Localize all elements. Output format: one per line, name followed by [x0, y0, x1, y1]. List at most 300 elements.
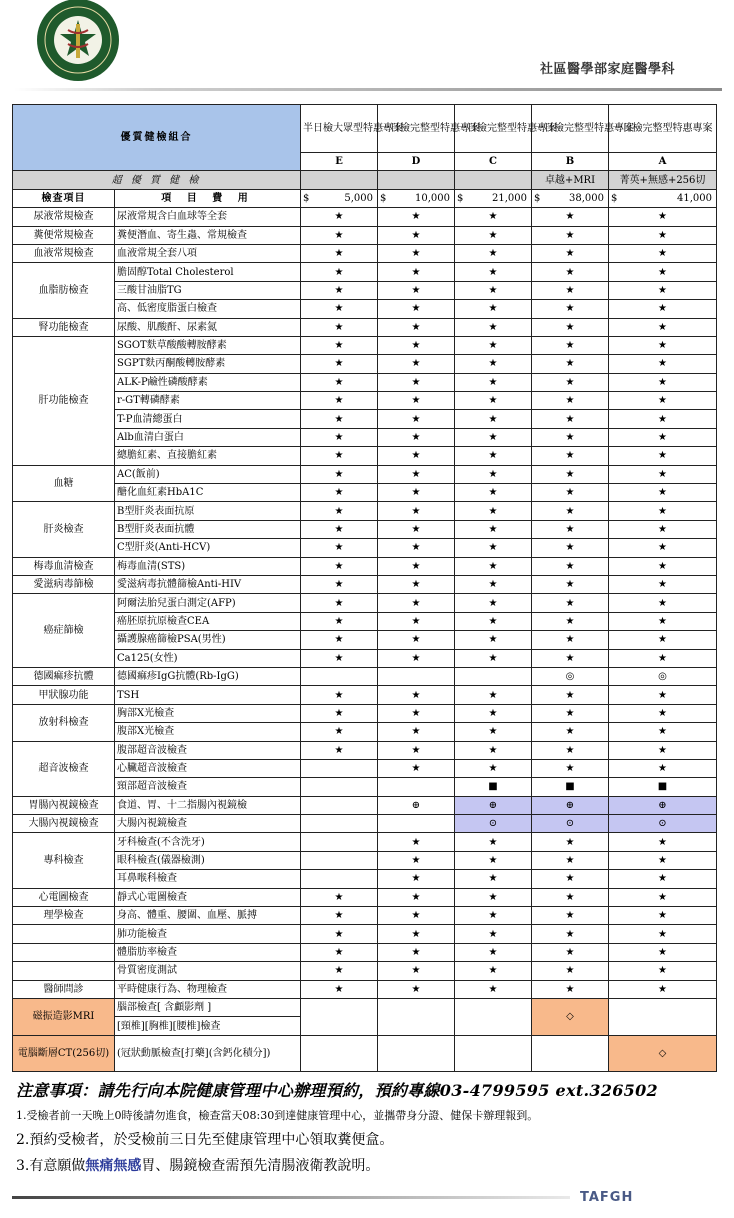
table-row — [13, 557, 717, 575]
item-cell: 糞便潛血、寄生蟲、常規檢查 — [115, 226, 301, 244]
ct-item: (冠狀動脈檢查[打藥](含鈣化積分]) — [115, 1035, 301, 1071]
mark-cell-a: ★ — [609, 907, 717, 925]
mark-cell-b: ★ — [532, 226, 609, 244]
mark-cell-a: ★ — [609, 557, 717, 575]
mark-cell-d: ★ — [378, 649, 455, 667]
mark-cell-a: ★ — [609, 980, 717, 998]
item-cell: 德國痲疹IgG抗體(Rb-IgG) — [115, 667, 301, 685]
mri-item-line-2: [頸椎][胸椎][腰椎]檢查 — [115, 1017, 301, 1035]
mark-cell-e: ★ — [301, 980, 378, 998]
item-cell: 平時健康行為、物理檢查 — [115, 980, 301, 998]
mark-cell-e — [301, 833, 378, 851]
mark-cell-b: ★ — [532, 943, 609, 961]
mark-cell-c: ★ — [455, 741, 532, 759]
mark-cell-b: ★ — [532, 263, 609, 281]
mri-mark-b: ◇ — [532, 998, 609, 1035]
table-row — [13, 888, 717, 906]
package-name-d: 一日檢完整型特惠專案 — [378, 105, 455, 153]
mark-cell-b: ★ — [532, 373, 609, 391]
table-row — [13, 612, 717, 630]
table-row — [13, 428, 717, 446]
category-cell: 糞便常規檢查 — [13, 226, 115, 244]
table-row — [13, 410, 717, 428]
mark-cell-a: ★ — [609, 281, 717, 299]
mark-cell-d: ★ — [378, 281, 455, 299]
mark-cell-e: ★ — [301, 484, 378, 502]
super-label: 超 優 質 健 檢 — [13, 171, 301, 189]
note-line-2: 2.預約受檢者，於受檢前三日先至健康管理中心領取糞便盒。 — [16, 1132, 394, 1148]
mark-cell-a: ★ — [609, 704, 717, 722]
category-cell: 血液常規檢查 — [13, 244, 115, 262]
table-row — [13, 686, 717, 704]
column-header-category: 檢查項目 — [13, 189, 115, 207]
item-cell: 總膽紅素、直接膽紅素 — [115, 447, 301, 465]
mark-cell-c: ★ — [455, 318, 532, 336]
notes-title: 注意事項：請先行向本院健康管理中心辦理預約，預約專線03-4799595 ext.326502 — [16, 1081, 658, 1100]
ct-mark-d — [378, 1035, 455, 1071]
mark-cell-a: ★ — [609, 428, 717, 446]
category-cell: 專科檢查 — [13, 833, 115, 888]
upgrade-a: 菁英+無感+256切 — [609, 171, 717, 189]
table-row — [13, 447, 717, 465]
mark-cell-d: ★ — [378, 484, 455, 502]
mark-cell-d: ★ — [378, 907, 455, 925]
mark-cell-a: ★ — [609, 575, 717, 593]
table-row — [13, 631, 717, 649]
item-cell: AC(飯前) — [115, 465, 301, 483]
mark-cell-c: ★ — [455, 833, 532, 851]
mark-cell-a: ★ — [609, 943, 717, 961]
mark-cell-a: ★ — [609, 870, 717, 888]
mark-cell-b: ★ — [532, 355, 609, 373]
mark-cell-e — [301, 667, 378, 685]
mark-cell-b: ★ — [532, 410, 609, 428]
mark-cell-e: ★ — [301, 557, 378, 575]
mark-cell-a: ★ — [609, 392, 717, 410]
mark-cell-b: ★ — [532, 594, 609, 612]
item-cell: 腹部X光檢查 — [115, 723, 301, 741]
mark-cell-a: ◎ — [609, 667, 717, 685]
mark-cell-b: ★ — [532, 300, 609, 318]
mark-cell-c: ★ — [455, 980, 532, 998]
mark-cell-d — [378, 815, 455, 833]
ct-row — [13, 1035, 717, 1071]
mark-cell-a: ★ — [609, 244, 717, 262]
item-cell: 尿酸、肌酸酐、尿素氮 — [115, 318, 301, 336]
mark-cell-a: ★ — [609, 502, 717, 520]
mark-cell-b: ★ — [532, 741, 609, 759]
mark-cell-d: ★ — [378, 373, 455, 391]
mri-mark-e — [301, 998, 378, 1035]
mark-cell-b: ⊙ — [532, 815, 609, 833]
item-cell: B型肝炎表面抗體 — [115, 520, 301, 538]
table-row — [13, 539, 717, 557]
price-a: $ 41,000 — [609, 189, 717, 207]
painless-highlight: 無痛無感 — [85, 1158, 142, 1174]
mark-cell-b: ★ — [532, 557, 609, 575]
mark-cell-c: ★ — [455, 281, 532, 299]
item-cell: ALK-P鹼性磷酸酵素 — [115, 373, 301, 391]
mark-cell-c: ★ — [455, 575, 532, 593]
item-cell: 癌胚原抗原檢查CEA — [115, 612, 301, 630]
mark-cell-b: ★ — [532, 502, 609, 520]
mark-cell-b: ★ — [532, 336, 609, 354]
item-cell: 頸部超音波檢查 — [115, 778, 301, 796]
mark-cell-c: ★ — [455, 300, 532, 318]
mark-cell-a: ★ — [609, 410, 717, 428]
item-cell: 醣化血紅素HbA1C — [115, 484, 301, 502]
table-row — [13, 851, 717, 869]
mri-item-line-1: 腦部檢查[ 含顱影劑 ] — [115, 998, 301, 1016]
mark-cell-a: ★ — [609, 300, 717, 318]
mark-cell-e: ★ — [301, 723, 378, 741]
mark-cell-b: ★ — [532, 447, 609, 465]
mark-cell-d: ★ — [378, 336, 455, 354]
mri-row — [13, 998, 717, 1016]
mark-cell-c — [455, 667, 532, 685]
category-cell: 血脂肪檢查 — [13, 263, 115, 318]
mark-cell-d: ★ — [378, 980, 455, 998]
category-cell: 血糖 — [13, 465, 115, 502]
mark-cell-d: ★ — [378, 428, 455, 446]
mark-cell-b: ★ — [532, 925, 609, 943]
mark-cell-e: ★ — [301, 649, 378, 667]
mark-cell-e: ★ — [301, 704, 378, 722]
mark-cell-e: ★ — [301, 244, 378, 262]
table-row — [13, 667, 717, 685]
package-code-b: B — [532, 153, 609, 171]
mark-cell-c: ★ — [455, 612, 532, 630]
mark-cell-b: ★ — [532, 465, 609, 483]
item-cell: 尿液常規含白血球等全套 — [115, 208, 301, 226]
table-row — [13, 815, 717, 833]
mark-cell-c: ⊙ — [455, 815, 532, 833]
mark-cell-a: ★ — [609, 759, 717, 777]
mark-cell-b: ★ — [532, 281, 609, 299]
table-row — [13, 594, 717, 612]
hospital-logo — [10, 0, 130, 84]
mark-cell-b: ★ — [532, 888, 609, 906]
item-cell: C型肝炎(Anti-HCV) — [115, 539, 301, 557]
mark-cell-c: ★ — [455, 520, 532, 538]
mark-cell-c: ★ — [455, 484, 532, 502]
mark-cell-a: ★ — [609, 318, 717, 336]
mark-cell-b: ★ — [532, 612, 609, 630]
mri-mark-a — [609, 998, 717, 1035]
package-code-d: D — [378, 153, 455, 171]
price-d: $ 10,000 — [378, 189, 455, 207]
mark-cell-c: ★ — [455, 355, 532, 373]
mark-cell-c: ★ — [455, 244, 532, 262]
mark-cell-a: ★ — [609, 612, 717, 630]
table-row — [13, 778, 717, 796]
table-row — [13, 870, 717, 888]
mark-cell-a: ★ — [609, 539, 717, 557]
table-row — [13, 208, 717, 226]
table-row — [13, 925, 717, 943]
mark-cell-d: ⊕ — [378, 796, 455, 814]
item-cell: T-P血清總蛋白 — [115, 410, 301, 428]
mark-cell-c: ★ — [455, 392, 532, 410]
mark-cell-d: ★ — [378, 318, 455, 336]
item-cell: 牙科檢查(不含洗牙) — [115, 833, 301, 851]
mark-cell-e: ★ — [301, 336, 378, 354]
mark-cell-b: ★ — [532, 907, 609, 925]
mark-cell-a: ★ — [609, 962, 717, 980]
mark-cell-d: ★ — [378, 502, 455, 520]
mark-cell-e — [301, 815, 378, 833]
table-row — [13, 244, 717, 262]
mark-cell-e: ★ — [301, 539, 378, 557]
table-row — [13, 300, 717, 318]
mark-cell-a: ★ — [609, 336, 717, 354]
mark-cell-e: ★ — [301, 300, 378, 318]
item-cell: 食道、胃、十二指腸內視鏡檢 — [115, 796, 301, 814]
mark-cell-b: ★ — [532, 870, 609, 888]
upgrade-e — [301, 171, 378, 189]
mark-cell-a: ★ — [609, 226, 717, 244]
table-row — [13, 281, 717, 299]
mark-cell-b: ★ — [532, 686, 609, 704]
mark-cell-c: ⊕ — [455, 796, 532, 814]
upgrade-d — [378, 171, 455, 189]
mark-cell-b: ★ — [532, 851, 609, 869]
mark-cell-a: ■ — [609, 778, 717, 796]
mark-cell-d: ★ — [378, 244, 455, 262]
item-cell: r-GT轉磷酵素 — [115, 392, 301, 410]
mark-cell-d: ★ — [378, 704, 455, 722]
mark-cell-d: ★ — [378, 557, 455, 575]
table-row — [13, 226, 717, 244]
column-header-item: 項 目 費 用 — [115, 189, 301, 207]
category-cell: 梅毒血清檢查 — [13, 557, 115, 575]
table-row — [13, 833, 717, 851]
mark-cell-d: ★ — [378, 594, 455, 612]
mark-cell-c: ★ — [455, 410, 532, 428]
mark-cell-d: ★ — [378, 392, 455, 410]
mark-cell-c: ★ — [455, 723, 532, 741]
mark-cell-e: ★ — [301, 943, 378, 961]
mark-cell-a: ★ — [609, 833, 717, 851]
table-row — [13, 465, 717, 483]
package-name-e: 半日檢大眾型特惠專案 — [301, 105, 378, 153]
footer-divider — [12, 1196, 570, 1199]
mark-cell-d: ★ — [378, 759, 455, 777]
mark-cell-c: ★ — [455, 502, 532, 520]
item-cell: 肺功能檢查 — [115, 925, 301, 943]
mark-cell-b: ◎ — [532, 667, 609, 685]
mark-cell-e — [301, 851, 378, 869]
mark-cell-e: ★ — [301, 612, 378, 630]
mark-cell-a: ★ — [609, 208, 717, 226]
mark-cell-d: ★ — [378, 447, 455, 465]
item-cell: 膽固醇Total Cholesterol — [115, 263, 301, 281]
mark-cell-e: ★ — [301, 410, 378, 428]
category-cell: 尿液常規檢查 — [13, 208, 115, 226]
item-cell: 攝護腺癌篩檢PSA(男性) — [115, 631, 301, 649]
mark-cell-d — [378, 667, 455, 685]
category-cell — [13, 962, 115, 980]
mark-cell-c: ■ — [455, 778, 532, 796]
table-row — [13, 704, 717, 722]
mark-cell-e: ★ — [301, 631, 378, 649]
mark-cell-a: ⊙ — [609, 815, 717, 833]
upgrade-b: 卓越+MRI — [532, 171, 609, 189]
mark-cell-c: ★ — [455, 943, 532, 961]
mark-cell-c: ★ — [455, 594, 532, 612]
mark-cell-b: ★ — [532, 962, 609, 980]
mark-cell-e: ★ — [301, 962, 378, 980]
item-cell: 三酸甘油脂TG — [115, 281, 301, 299]
note-line-1: 1.受檢者前一天晚上0時後請勿進食，檢查當天08:30到達健康管理中心，並攜帶身分證、健保卡辦理報到。 — [16, 1109, 539, 1122]
table-row — [13, 943, 717, 961]
notes-section — [16, 1078, 722, 1175]
mark-cell-e: ★ — [301, 888, 378, 906]
mark-cell-b: ★ — [532, 833, 609, 851]
mark-cell-a: ★ — [609, 649, 717, 667]
mark-cell-a: ★ — [609, 447, 717, 465]
category-cell: 理學檢查 — [13, 907, 115, 925]
package-code-e: E — [301, 153, 378, 171]
mark-cell-d: ★ — [378, 943, 455, 961]
mark-cell-e: ★ — [301, 520, 378, 538]
mark-cell-e: ★ — [301, 741, 378, 759]
mark-cell-c: ★ — [455, 888, 532, 906]
mark-cell-e: ★ — [301, 318, 378, 336]
mark-cell-a: ★ — [609, 520, 717, 538]
table-row — [13, 759, 717, 777]
mark-cell-d: ★ — [378, 465, 455, 483]
table-row — [13, 502, 717, 520]
mark-cell-c: ★ — [455, 962, 532, 980]
upgrade-c — [455, 171, 532, 189]
mark-cell-d: ★ — [378, 300, 455, 318]
mark-cell-a: ★ — [609, 741, 717, 759]
category-cell — [13, 943, 115, 961]
mark-cell-d: ★ — [378, 226, 455, 244]
item-cell: 胸部X光檢查 — [115, 704, 301, 722]
mark-cell-c: ★ — [455, 336, 532, 354]
category-cell: 超音波檢查 — [13, 741, 115, 796]
mark-cell-b: ★ — [532, 704, 609, 722]
category-cell: 愛滋病毒篩檢 — [13, 575, 115, 593]
mark-cell-e: ★ — [301, 281, 378, 299]
mark-cell-e — [301, 870, 378, 888]
table-row — [13, 392, 717, 410]
package-name-b: 一日檢完整型特惠專案 — [532, 105, 609, 153]
mark-cell-e: ★ — [301, 575, 378, 593]
item-cell: Alb血清白蛋白 — [115, 428, 301, 446]
mark-cell-a: ★ — [609, 925, 717, 943]
mark-cell-c: ★ — [455, 208, 532, 226]
mark-cell-b: ★ — [532, 575, 609, 593]
table-row — [13, 520, 717, 538]
mark-cell-e: ★ — [301, 392, 378, 410]
mark-cell-e: ★ — [301, 447, 378, 465]
table-row — [13, 962, 717, 980]
table-row — [13, 907, 717, 925]
price-c: $ 21,000 — [455, 189, 532, 207]
table-row — [13, 649, 717, 667]
item-cell: 梅毒血清(STS) — [115, 557, 301, 575]
mark-cell-b: ★ — [532, 318, 609, 336]
mark-cell-d: ★ — [378, 631, 455, 649]
category-cell: 大腸內視鏡檢查 — [13, 815, 115, 833]
mark-cell-b: ★ — [532, 428, 609, 446]
mark-cell-c: ★ — [455, 465, 532, 483]
mark-cell-e — [301, 796, 378, 814]
mark-cell-e: ★ — [301, 263, 378, 281]
mark-cell-b: ★ — [532, 208, 609, 226]
package-name-a: 一日檢完整型特惠專案 — [609, 105, 717, 153]
mark-cell-d: ★ — [378, 208, 455, 226]
item-cell: 愛滋病毒抗體篩檢Anti-HIV — [115, 575, 301, 593]
footer-logo: TAFGH — [580, 1190, 634, 1205]
item-cell: 阿爾法胎兒蛋白測定(AFP) — [115, 594, 301, 612]
item-cell: 體脂肪率檢查 — [115, 943, 301, 961]
ct-mark-c — [455, 1035, 532, 1071]
category-cell: 胃腸內視鏡檢查 — [13, 796, 115, 814]
mark-cell-b: ★ — [532, 723, 609, 741]
category-cell: 癌症篩檢 — [13, 594, 115, 668]
category-cell: 德國痲疹抗體 — [13, 667, 115, 685]
mri-mark-c — [455, 998, 532, 1035]
table-row — [13, 263, 717, 281]
mark-cell-a: ★ — [609, 723, 717, 741]
mark-cell-c: ★ — [455, 557, 532, 575]
mark-cell-d: ★ — [378, 888, 455, 906]
mark-cell-e: ★ — [301, 907, 378, 925]
mark-cell-d: ★ — [378, 539, 455, 557]
mark-cell-a: ★ — [609, 631, 717, 649]
mark-cell-b: ★ — [532, 980, 609, 998]
table-row — [13, 741, 717, 759]
item-cell: 眼科檢查(儀器檢測) — [115, 851, 301, 869]
table-row — [13, 796, 717, 814]
mark-cell-a: ★ — [609, 888, 717, 906]
mark-cell-c: ★ — [455, 447, 532, 465]
mark-cell-a: ★ — [609, 263, 717, 281]
item-cell: 血液常規全套八項 — [115, 244, 301, 262]
table-row — [13, 336, 717, 354]
mark-cell-d: ★ — [378, 263, 455, 281]
mark-cell-d: ★ — [378, 833, 455, 851]
mark-cell-b: ★ — [532, 520, 609, 538]
item-cell: 大腸內視鏡檢查 — [115, 815, 301, 833]
item-cell: TSH — [115, 686, 301, 704]
mark-cell-e — [301, 778, 378, 796]
mark-cell-c: ★ — [455, 226, 532, 244]
item-cell: Ca125(女性) — [115, 649, 301, 667]
mark-cell-e: ★ — [301, 594, 378, 612]
item-cell: 身高、體重、腰圍、血壓、脈搏 — [115, 907, 301, 925]
mark-cell-c: ★ — [455, 925, 532, 943]
mark-cell-c: ★ — [455, 870, 532, 888]
department-name: 社區醫學部家庭醫學科 — [540, 62, 676, 77]
mark-cell-d: ★ — [378, 925, 455, 943]
mark-cell-e: ★ — [301, 686, 378, 704]
package-code-a: A — [609, 153, 717, 171]
ct-mark-e — [301, 1035, 378, 1071]
mark-cell-c: ★ — [455, 851, 532, 869]
category-cell: 腎功能檢查 — [13, 318, 115, 336]
item-cell: 高、低密度脂蛋白檢查 — [115, 300, 301, 318]
mark-cell-e: ★ — [301, 355, 378, 373]
header-divider — [14, 88, 722, 91]
category-cell: 甲狀腺功能 — [13, 686, 115, 704]
mark-cell-a: ⊕ — [609, 796, 717, 814]
mark-cell-d: ★ — [378, 741, 455, 759]
